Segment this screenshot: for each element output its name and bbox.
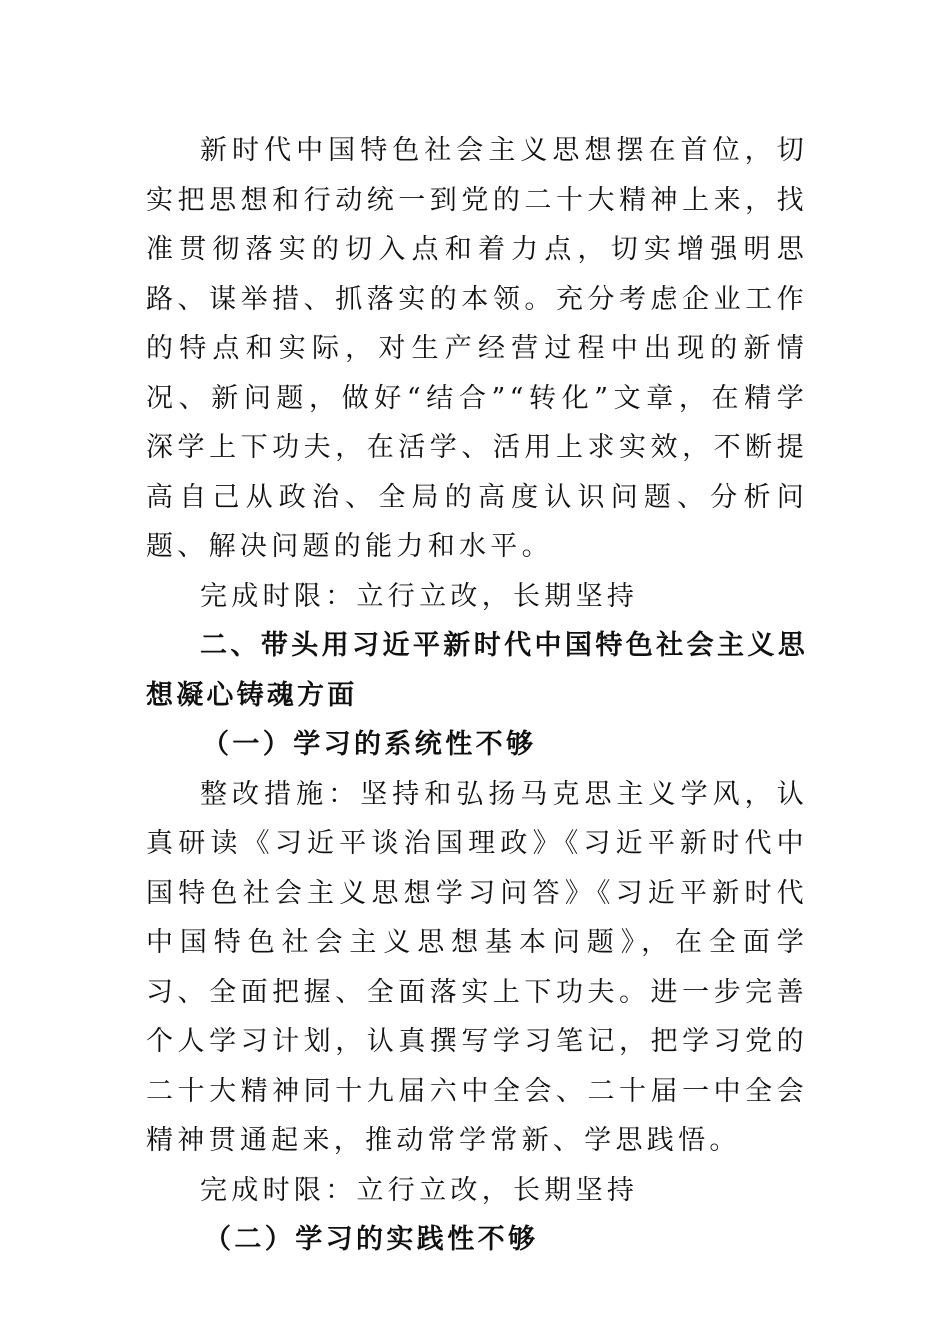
- body-paragraph: 整改措施：坚持和弘扬马克思主义学风，认真研读《习近平谈治国理政》《习近平新时代中国特色社会主义思想学习问答》《习近平新时代中国特色社会主义思想基本问题》，在全面学习、全面把握、全面落实上下功夫。进一步完善个人学习计划，认真撰写学习笔记，把学习党的二十大精神同十九届六中全会、二十届一中全会精神贯通起来，推动常学常新、学思践悟。: [146, 778, 808, 1156]
- section-heading: 二、带头用习近平新时代中国特色社会主义思想凝心铸魂方面: [146, 630, 808, 711]
- body-paragraph: 新时代中国特色社会主义思想摆在首位，切实把思想和行动统一到党的二十大精神上来，找准贯彻落实的切入点和着力点，切实增强明思路、谋举措、抓落实的本领。充分考虑企业工作的特点和实际，对生产经营过程中出现的新情况、新问题，做好“结合”“转化”文章，在精学深学上下功夫，在活学、活用上求实效，不断提高自己从政治、全局的高度认识问题、分析问题、解决问题的能力和水平。: [146, 135, 808, 562]
- document-body: [146, 126, 808, 1265]
- deadline-line: 完成时限：立行立改，长期坚持: [200, 580, 639, 612]
- deadline-line: 完成时限：立行立改，长期坚持: [200, 1174, 639, 1206]
- subsection-heading: （一）学习的系统性不够: [202, 729, 537, 760]
- subsection-heading: （二）学习的实践性不够: [204, 1224, 539, 1255]
